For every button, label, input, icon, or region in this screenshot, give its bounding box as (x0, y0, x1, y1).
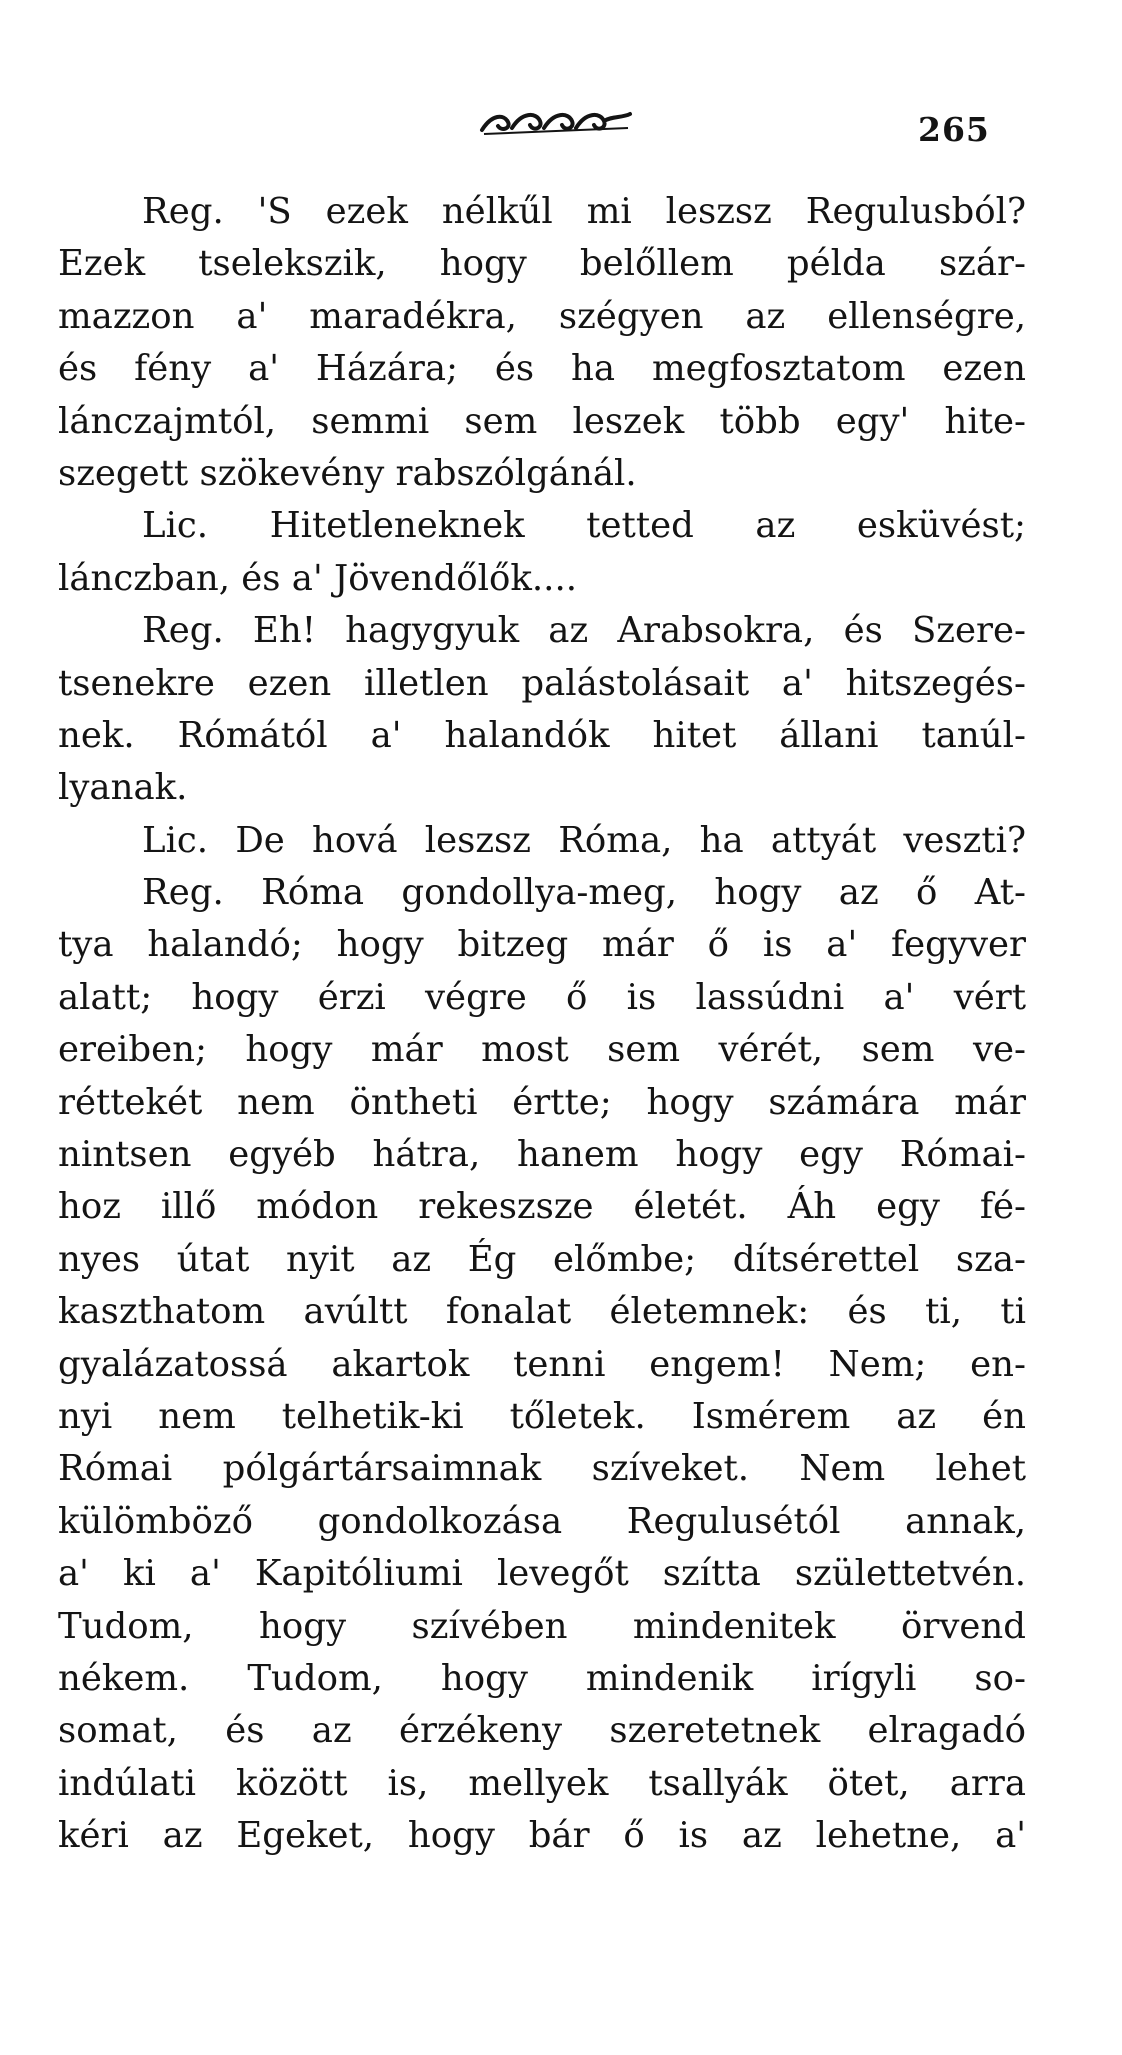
text-line: a' ki a' Kapitóliumi levegőt szítta születtetvén. (58, 1553, 1026, 1595)
text-line: mazzon a' maradékra, szégyen az ellenségre, (58, 295, 1026, 337)
body-text (58, 186, 1026, 1863)
text-line: somat, és az érzékeny szeretetnek elragadó (58, 1710, 1026, 1752)
text-line: nintsen egyéb hátra, hanem hogy egy Római- (58, 1134, 1026, 1176)
text-line: hoz illő módon rekeszsze életét. Áh egy fé- (58, 1186, 1026, 1228)
text-line: Tudom, hogy szívében mindenitek örvend (58, 1605, 1026, 1647)
text-line: tsenekre ezen illetlen palástolásait a' hitszegés- (58, 662, 1026, 704)
text-line: Reg. Róma gondollya-meg, hogy az ő At- (142, 872, 1026, 914)
scroll-ornament-icon (478, 106, 634, 140)
page-number: 265 (918, 110, 990, 149)
text-line: nyi nem telhetik-ki tőletek. Ismérem az én (58, 1395, 1026, 1437)
text-line: kaszthatom avúltt fonalat életemnek: és ti, ti (58, 1291, 1026, 1333)
text-line: Reg. Eh! hagygyuk az Arabsokra, és Szere- (142, 610, 1026, 652)
text-line: nek. Rómától a' halandók hitet állani tanúl- (58, 714, 1026, 756)
text-line: Lic. Hitetleneknek tetted az esküvést; (142, 505, 1026, 547)
text-line: alatt; hogy érzi végre ő is lassúdni a' vért (58, 976, 1026, 1018)
page-header (0, 96, 1122, 156)
text-line: szegett szökevény rabszólgánál. (58, 452, 637, 494)
text-line: lánczban, és a' Jövendőlők.... (58, 557, 578, 599)
text-line: Lic. De hová leszsz Róma, ha attyát veszti? (142, 819, 1026, 861)
text-line: lánczajmtól, semmi sem leszek több egy' hite- (58, 400, 1026, 442)
text-line: Reg. 'S ezek nélkűl mi leszsz Regulusból? (142, 191, 1026, 232)
text-line: külömböző gondolkozása Regulusétól annak, (58, 1500, 1026, 1542)
text-line: ereiben; hogy már most sem vérét, sem ve- (58, 1029, 1026, 1071)
text-line: gyalázatossá akartok tenni engem! Nem; en- (58, 1343, 1026, 1385)
text-line: indúlati között is, mellyek tsallyák ötet, arra (58, 1762, 1026, 1804)
text-line: Római pólgártársaimnak szíveket. Nem lehet (58, 1448, 1026, 1490)
text-line: nyes útat nyit az Ég előmbe; dítsérettel sza- (58, 1238, 1026, 1280)
text-line: Ezek tselekszik, hogy belőllem példa szár- (58, 243, 1026, 285)
text-line: kéri az Egeket, hogy bár ő is az lehetne, a' (58, 1815, 1026, 1857)
text-line: réttekét nem öntheti értte; hogy számára már (58, 1081, 1026, 1123)
text-line: lyanak. (58, 767, 188, 809)
text-line: nékem. Tudom, hogy mindenik irígyli so- (58, 1657, 1026, 1699)
text-line: tya halandó; hogy bitzeg már ő is a' fegyver (58, 924, 1026, 966)
text-line: és fény a' Házára; és ha megfosztatom ezen (58, 348, 1026, 390)
